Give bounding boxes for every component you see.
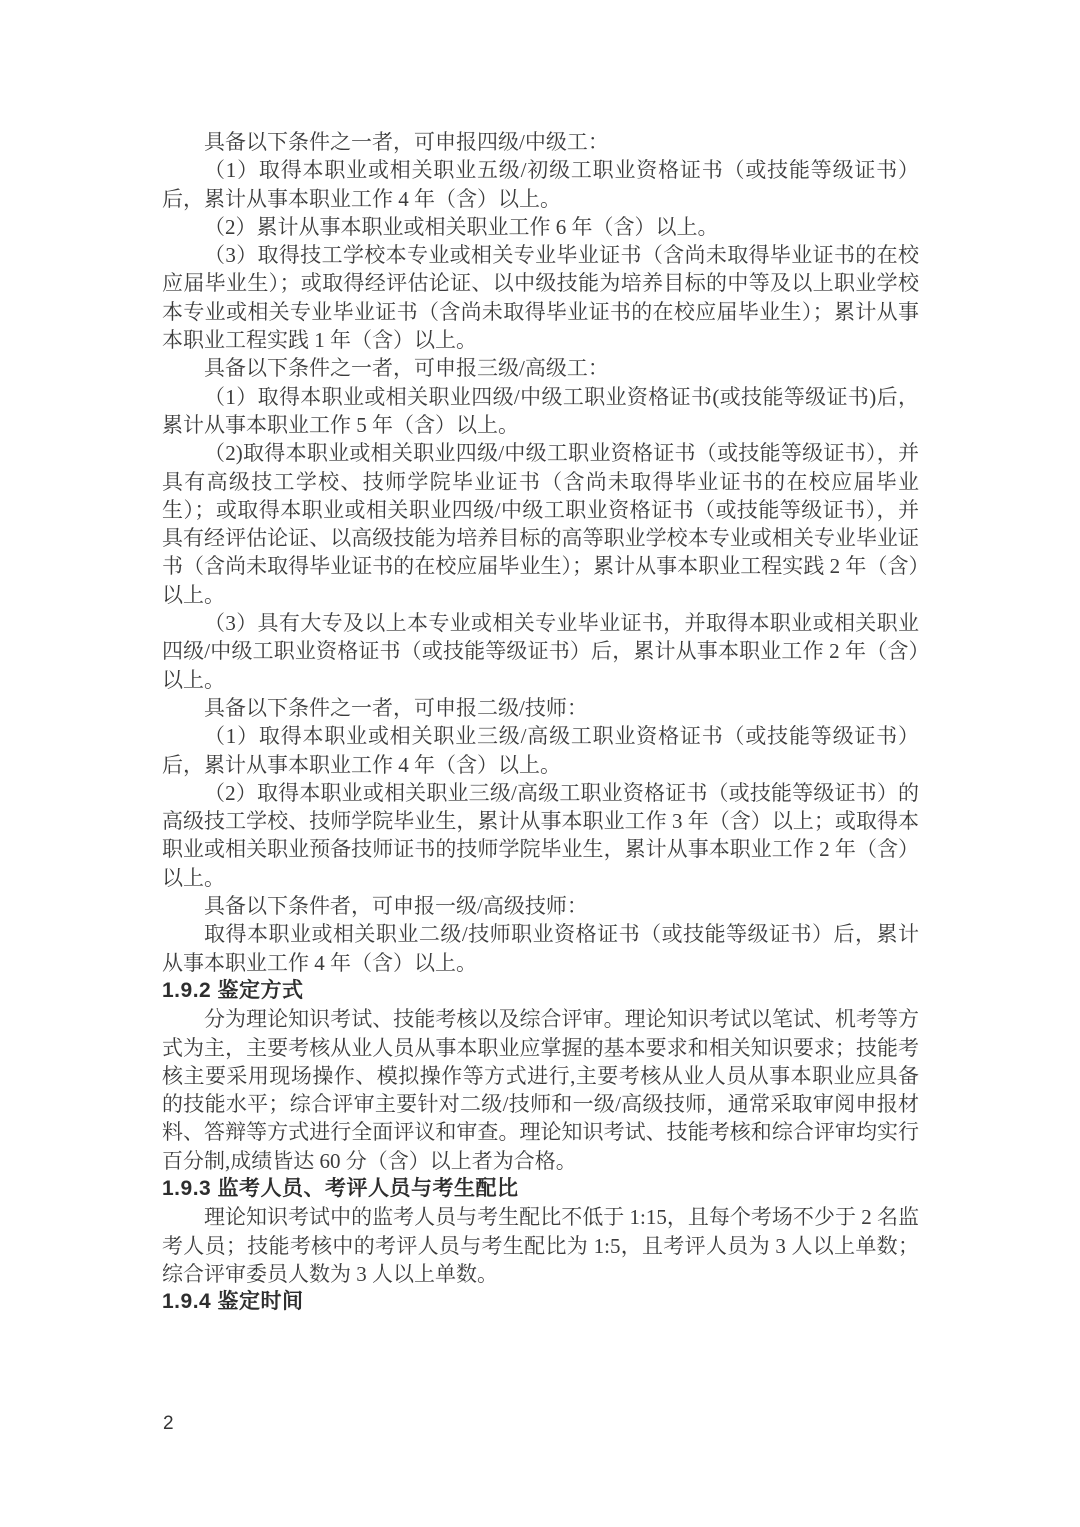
- paragraph: 取得本职业或相关职业二级/技师职业资格证书（或技能等级证书）后，累计从事本职业工作 4 年（含）以上。: [162, 922, 919, 975]
- paragraph: 具备以下条件之一者，可申报四级/中级工：: [204, 130, 609, 154]
- paragraph: （2)取得本职业或相关职业四级/中级工职业资格证书（或技能等级证书），并具有高级技工学校、技师学院毕业证书（含尚未取得毕业证书的在校应届毕业生）；或取得本职业或相关职业四级/中级工职业资格证书（或技能等级证书），并具有经评估论证、以高级技能为培养目标的高等职业学校本专业或相关专业毕业证书（含尚未取得毕业证书的在校应届毕业生）；累计从事本职业工程实践 2 年（含）以上。: [162, 441, 919, 607]
- page-number: 2: [163, 1413, 174, 1434]
- paragraph: （3）取得技工学校本专业或相关专业毕业证书（含尚未取得毕业证书的在校应届毕业生）；或取得经评估论证、以中级技能为培养目标的中等及以上职业学校本专业或相关专业毕业证书（含尚未取得毕业证书的在校应届毕业生）；累计从事本职业工程实践 1 年（含）以上。: [162, 243, 919, 353]
- paragraph: 具备以下条件者，可申报一级/高级技师：: [204, 894, 588, 919]
- section-heading: 1.9.2 鉴定方式: [162, 978, 304, 1002]
- paragraph: 具备以下条件之一者，可申报二级/技师：: [204, 695, 588, 720]
- paragraph: 理论知识考试中的监考人员与考生配比不低于 1:15，且每个考场不少于 2 名监考人员；技能考核中的考评人员与考生配比为 1:5，且考评人员为 3 人以上单数；综合评审委员人数为 3 人以上单数。: [162, 1205, 919, 1286]
- paragraph: （1）取得本职业或相关职业五级/初级工职业资格证书（或技能等级证书）后，累计从事本职业工作 4 年（含）以上。: [162, 158, 919, 211]
- paragraph: 具备以下条件之一者，可申报三级/高级工：: [204, 356, 609, 381]
- paragraph: （2）累计从事本职业或相关职业工作 6 年（含）以上。: [204, 214, 719, 239]
- paragraph: （1）取得本职业或相关职业四级/中级工职业资格证书(或技能等级证书)后，累计从事本职业工作 5 年（含）以上。: [162, 384, 919, 437]
- document-body: [162, 128, 919, 1316]
- paragraph: （1）取得本职业或相关职业三级/高级工职业资格证书（或技能等级证书）后，累计从事本职业工作 4 年（含）以上。: [162, 724, 919, 777]
- section-heading: 1.9.4 鉴定时间: [162, 1290, 304, 1314]
- section-heading: 1.9.3 监考人员、考评人员与考生配比: [162, 1176, 519, 1200]
- paragraph: 分为理论知识考试、技能考核以及综合评审。理论知识考试以笔试、机考等方式为主，主要考核从业人员从事本职业应掌握的基本要求和相关知识要求；技能考核主要采用现场操作、模拟操作等方式进行,主要考核从业人员从事本职业应具备的技能水平；综合评审主要针对二级/技师和一级/高级技师，通常采取审阅申报材料、答辩等方式进行全面评议和审查。理论知识考试、技能考核和综合评审均实行百分制,成绩皆达 60 分（含）以上者为合格。: [162, 1007, 919, 1173]
- paragraph: （2）取得本职业或相关职业三级/高级工职业资格证书（或技能等级证书）的高级技工学校、技师学院毕业生，累计从事本职业工作 3 年（含）以上；或取得本职业或相关职业预备技师证书的技师学院毕业生，累计从事本职业工作 2 年（含）以上。: [162, 780, 919, 890]
- paragraph: （3）具有大专及以上本专业或相关专业毕业证书，并取得本职业或相关职业四级/中级工职业资格证书（或技能等级证书）后，累计从事本职业工作 2 年（含）以上。: [162, 611, 919, 692]
